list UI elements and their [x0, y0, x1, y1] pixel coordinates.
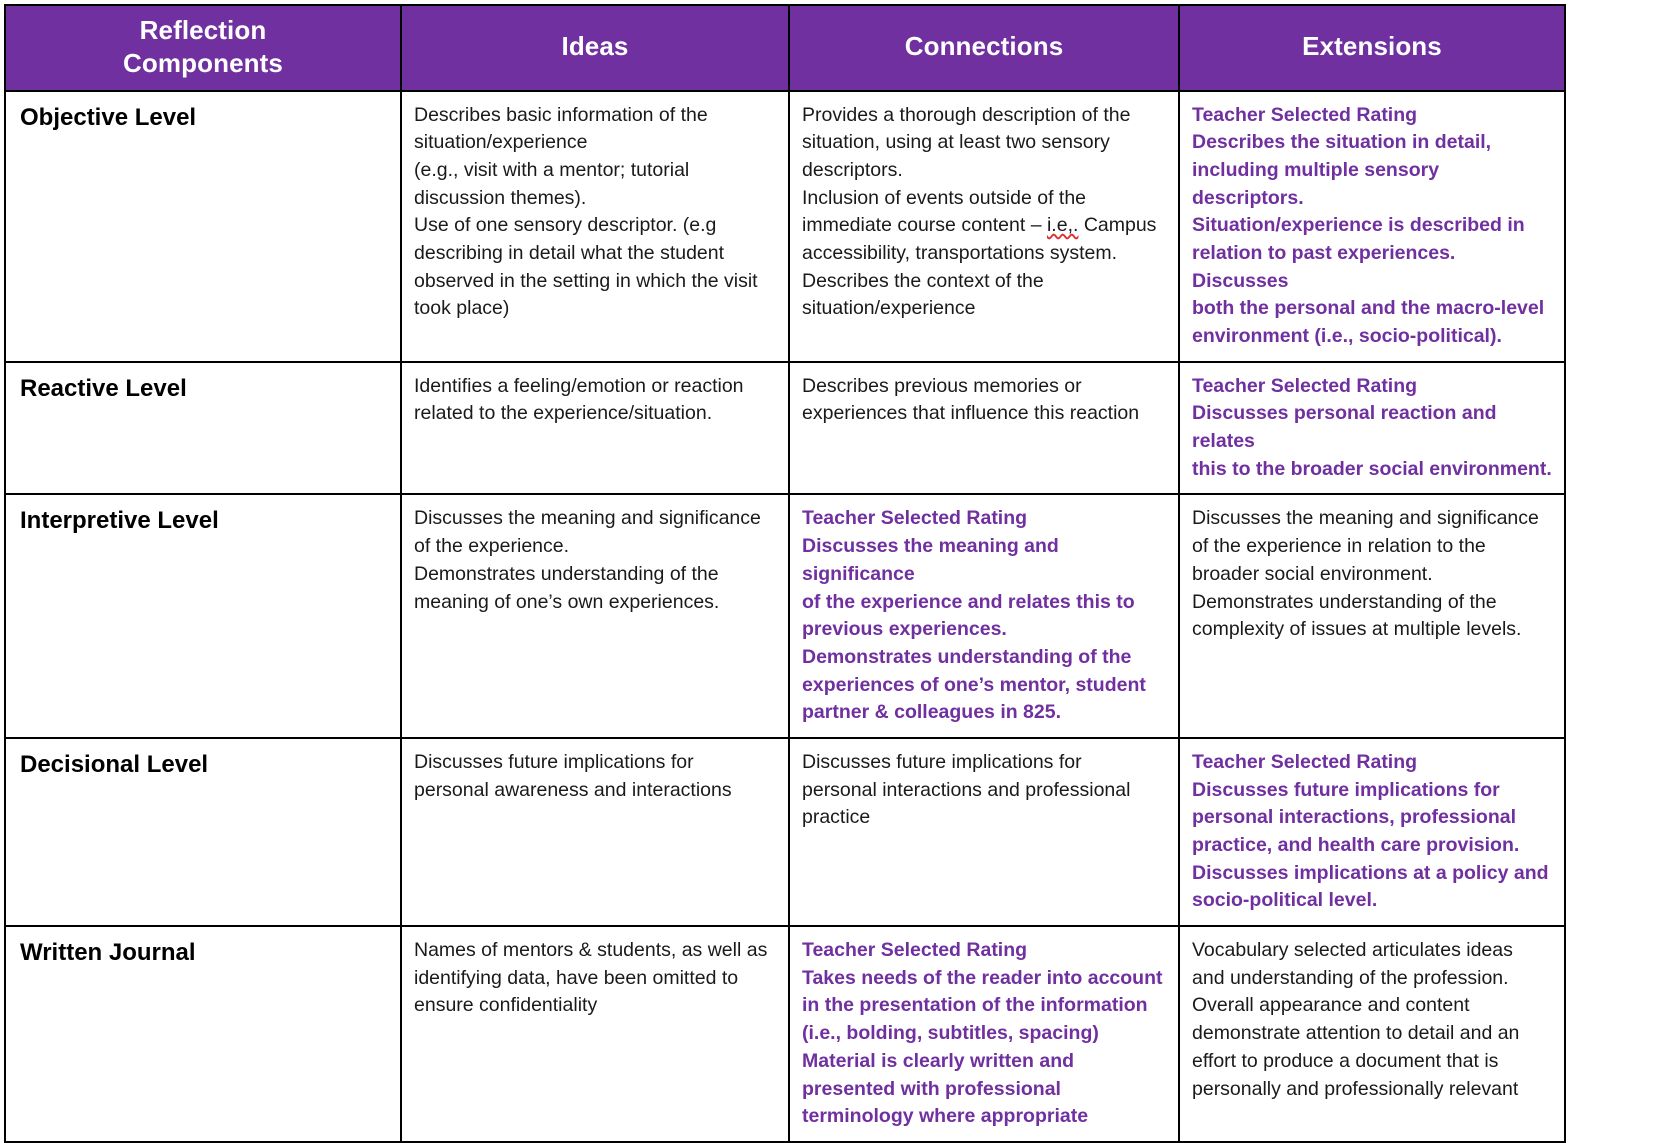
criteria-line: Inclusion of events outside of the	[802, 186, 1087, 209]
criteria-line: demonstrate attention to detail and an	[1192, 1022, 1520, 1045]
criteria-line: observed in the setting in which the visit	[414, 269, 758, 292]
criteria-line: presented with professional	[802, 1077, 1061, 1100]
criteria-line: Names of mentors & students, as well as	[414, 939, 768, 962]
column-header-ideas: Ideas	[401, 5, 789, 91]
criteria-line: Demonstrates understanding of the	[414, 562, 719, 585]
criteria-text-block	[1192, 937, 1554, 1103]
cell-connections	[789, 362, 1179, 495]
criteria-line: Discusses future implications for	[414, 750, 694, 773]
criteria-text-block	[414, 505, 778, 616]
criteria-line: including multiple sensory descriptors.	[1192, 158, 1440, 209]
table-row	[5, 494, 1565, 738]
cell-extensions	[1179, 494, 1565, 738]
table-row	[5, 362, 1565, 495]
criteria-line: in the presentation of the information	[802, 994, 1148, 1017]
criteria-line: Takes needs of the reader into account	[802, 966, 1163, 989]
criteria-line: accessibility, transportations system.	[802, 241, 1117, 264]
column-header-components-line1: Reflection	[139, 15, 267, 45]
criteria-line: situation/experience	[802, 297, 976, 320]
teacher-selected-rating-block	[1192, 749, 1554, 915]
criteria-line: effort to produce a document that is	[1192, 1049, 1499, 1072]
criteria-line: (e.g., visit with a mentor; tutorial	[414, 158, 690, 181]
criteria-line: Discusses personal reaction and relates	[1192, 402, 1497, 453]
criteria-line: complexity of issues at multiple levels.	[1192, 618, 1522, 641]
criteria-line: (i.e., bolding, subtitles, spacing)	[802, 1022, 1099, 1045]
rating-label: Teacher Selected Rating	[802, 939, 1028, 962]
criteria-line: descriptors.	[802, 158, 903, 181]
criteria-text-block	[802, 373, 1168, 428]
teacher-selected-rating-block	[1192, 102, 1554, 351]
table-row	[5, 738, 1565, 926]
table-header	[5, 5, 1565, 91]
criteria-text-block	[414, 749, 778, 804]
criteria-text-block	[414, 373, 778, 428]
criteria-line: Provides a thorough description of the	[802, 103, 1131, 126]
criteria-text-block	[1192, 505, 1554, 643]
reflection-component-level: Interpretive Level	[5, 494, 401, 738]
criteria-line: Describes previous memories or	[802, 374, 1082, 397]
criteria-line: Vocabulary selected articulates ideas	[1192, 939, 1513, 962]
criteria-line: meaning of one’s own experiences.	[414, 590, 720, 613]
rating-label: Teacher Selected Rating	[802, 507, 1028, 530]
criteria-line: situation/experience	[414, 131, 588, 154]
criteria-line: this to the broader social environment.	[1192, 457, 1552, 480]
criteria-line: partner & colleagues in 825.	[802, 701, 1062, 724]
criteria-line: Discusses the meaning and significance	[1192, 507, 1539, 530]
column-header-components	[5, 5, 401, 91]
cell-connections	[789, 91, 1179, 362]
criteria-line: and understanding of the profession.	[1192, 966, 1509, 989]
criteria-line: Discusses the meaning and significance	[802, 535, 1059, 585]
criteria-text-block	[802, 102, 1168, 324]
criteria-line: Overall appearance and content	[1192, 994, 1470, 1017]
criteria-line: personal interactions and professional	[802, 778, 1131, 801]
table-body	[5, 91, 1565, 1142]
criteria-line: discussion themes).	[414, 186, 587, 209]
rating-label: Teacher Selected Rating	[1192, 103, 1418, 126]
cell-connections	[789, 494, 1179, 738]
criteria-line: socio-political level.	[1192, 889, 1378, 912]
criteria-line: of the experience and relates this to	[802, 590, 1135, 613]
criteria-line: both the personal and the macro-level	[1192, 297, 1545, 320]
criteria-line: Discusses implications at a policy and	[1192, 861, 1549, 884]
cell-extensions	[1179, 362, 1565, 495]
criteria-line: Discusses the meaning and significance	[414, 507, 761, 530]
reflection-component-level: Objective Level	[5, 91, 401, 362]
criteria-line: Describes basic information of the	[414, 103, 708, 126]
criteria-line: personally and professionally relevant	[1192, 1077, 1519, 1100]
cell-ideas	[401, 362, 789, 495]
criteria-line: personal awareness and interactions	[414, 778, 732, 801]
criteria-line: ensure confidentiality	[414, 994, 598, 1017]
criteria-line: of the experience in relation to the	[1192, 535, 1486, 558]
criteria-line: Describes the context of the	[802, 269, 1044, 292]
column-header-components-line2: Components	[123, 47, 283, 78]
reflection-component-level: Reactive Level	[5, 362, 401, 495]
criteria-text-block	[414, 937, 778, 1020]
criteria-line: Identifies a feeling/emotion or reaction	[414, 374, 744, 397]
rating-label: Teacher Selected Rating	[1192, 750, 1418, 773]
criteria-line: experiences that influence this reaction	[802, 402, 1140, 425]
criteria-line: Material is clearly written and	[802, 1049, 1075, 1072]
cell-ideas	[401, 91, 789, 362]
criteria-line: Discusses future implications for	[802, 750, 1082, 773]
table-row	[5, 91, 1565, 362]
criteria-line: Discusses future implications for	[1192, 778, 1500, 801]
criteria-line: Demonstrates understanding of the	[1192, 590, 1497, 613]
teacher-selected-rating-block	[1192, 373, 1554, 484]
cell-connections	[789, 738, 1179, 926]
criteria-line: Demonstrates understanding of the	[802, 645, 1132, 668]
criteria-line: terminology where appropriate	[802, 1105, 1089, 1128]
criteria-line: practice	[802, 806, 871, 829]
spellcheck-underline: i.e,.	[1046, 214, 1079, 237]
cell-extensions	[1179, 738, 1565, 926]
column-header-connections: Connections	[789, 5, 1179, 91]
column-header-extensions: Extensions	[1179, 5, 1565, 91]
criteria-line: broader social environment.	[1192, 562, 1433, 585]
criteria-line: Describes the situation in detail,	[1192, 131, 1492, 154]
criteria-text-block	[414, 102, 778, 324]
criteria-line: practice, and health care provision.	[1192, 834, 1520, 856]
criteria-line: immediate course content – i.e,. Campus	[802, 214, 1157, 237]
criteria-line: identifying data, have been omitted to	[414, 966, 739, 989]
criteria-line: of the experience.	[414, 535, 570, 558]
criteria-line: Use of one sensory descriptor. (e.g	[414, 214, 717, 237]
criteria-line: took place)	[414, 297, 510, 320]
cell-ideas	[401, 738, 789, 926]
criteria-line: situation, using at least two sensory	[802, 131, 1110, 154]
criteria-line: previous experiences.	[802, 618, 1007, 641]
reflection-component-level: Written Journal	[5, 926, 401, 1142]
criteria-line: environment (i.e., socio-political).	[1192, 325, 1502, 347]
teacher-selected-rating-block	[802, 505, 1168, 727]
rating-label: Teacher Selected Rating	[1192, 374, 1418, 397]
criteria-line: related to the experience/situation.	[414, 402, 713, 425]
criteria-line: personal interactions, professional	[1192, 806, 1516, 829]
cell-extensions	[1179, 91, 1565, 362]
criteria-line: describing in detail what the student	[414, 241, 725, 264]
cell-ideas	[401, 494, 789, 738]
reflection-rubric-table	[4, 4, 1566, 1143]
header-row	[5, 5, 1565, 91]
criteria-text-block	[802, 749, 1168, 832]
criteria-line: Situation/experience is described in	[1192, 214, 1525, 237]
criteria-line: relation to past experiences. Discusses	[1192, 241, 1456, 292]
criteria-line: experiences of one’s mentor, student	[802, 673, 1146, 696]
reflection-component-level: Decisional Level	[5, 738, 401, 926]
